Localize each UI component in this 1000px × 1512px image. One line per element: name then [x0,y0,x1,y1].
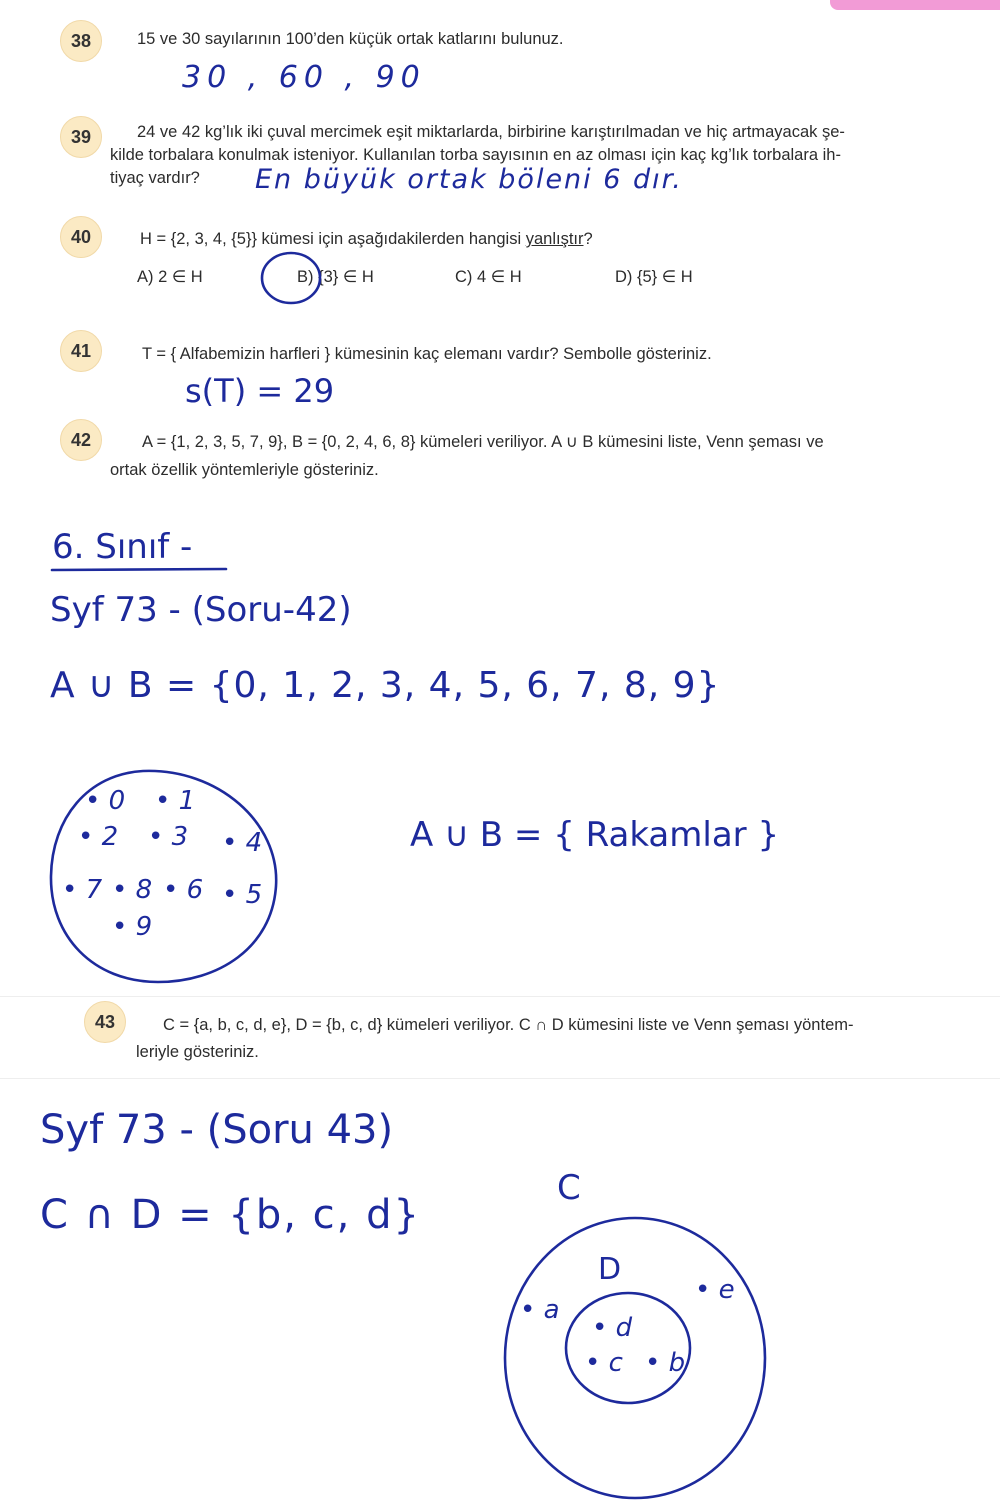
handwritten-heading-class: 6. Sınıf - [52,527,193,567]
option-a: A) 2 ∈ H [137,268,203,286]
question-40-stem: H = {2, 3, 4, {5}} kümesi için aşağıdakilerden hangisi [140,230,526,248]
venn-element-3: • 3 [148,822,189,852]
venn-element-9: • 9 [112,912,153,942]
venn-element-7: • 7 [62,875,103,905]
answer-41: s(T) = 29 [185,372,335,410]
question-number-40: 40 [60,216,102,258]
question-42-line2: ortak özellik yöntemleriyle gösteriniz. [110,461,379,479]
handwritten-heading-page-43: Syf 73 - (Soru 43) [40,1107,394,1153]
answer-39: En büyük ortak böleni 6 dır. [255,164,683,195]
venn-element-5: • 5 [222,880,263,910]
handwritten-heading-page-42: Syf 73 - (Soru-42) [50,590,352,630]
venn-element-1: • 1 [155,786,196,816]
page-seam [0,996,1000,997]
question-39-line2: kilde torbalara konulmak isteniyor. Kullanılan torba sayısının en az olması için kaç kg’lık torbalara ih- [110,146,841,164]
set-c-label: C [557,1168,581,1208]
element-d: • d [592,1313,633,1343]
question-43-line1: C = {a, b, c, d, e}, D = {b, c, d} kümeleri veriliyor. C ∩ D kümesini liste ve Venn şeması yöntem- [163,1016,854,1034]
answer-38: 30 , 60 , 90 [182,60,426,95]
intersection-list-answer: C ∩ D = {b, c, d} [40,1192,421,1238]
venn-element-8: • 8 [112,875,153,905]
question-number-39: 39 [60,116,102,158]
question-40-text [140,228,593,251]
page-corner-tab [830,0,1000,10]
venn-element-0: • 0 [85,786,126,816]
option-b-circle-mark [258,250,328,310]
option-d: D) {5} ∈ H [615,268,693,286]
page-seam-2 [0,1078,1000,1079]
question-43-line2: leriyle gösteriniz. [136,1043,259,1061]
question-38-text: 15 ve 30 sayılarının 100’den küçük ortak katlarını bulunuz. [137,30,564,48]
question-number-43: 43 [84,1001,126,1043]
question-number-41: 41 [60,330,102,372]
element-a: • a [520,1295,560,1325]
heading-underline [50,565,230,575]
question-39-line3: tiyaç vardır? [110,169,200,187]
question-41-text: T = { Alfabemizin harfleri } kümesinin kaç elemanı vardır? Sembolle gösteriniz. [142,345,712,363]
element-e: • e [695,1275,735,1305]
venn-element-4: • 4 [222,828,263,858]
question-42-line1: A = {1, 2, 3, 5, 7, 9}, B = {0, 2, 4, 6, 8} kümeleri veriliyor. A ∪ B kümesini liste, Venn şeması ve [142,433,824,451]
option-b: B) {3} ∈ H [297,268,374,286]
union-list-answer: A ∪ B = {0, 1, 2, 3, 4, 5, 6, 7, 8, 9} [50,665,721,706]
option-c: C) 4 ∈ H [455,268,522,286]
question-39-line1: 24 ve 42 kg’lık iki çuval mercimek eşit miktarlarda, birbirine karıştırılmadan ve hiç artmayacak şe- [137,123,845,141]
question-40-qmark: ? [583,230,593,248]
set-d-label: D [598,1252,622,1287]
element-c: • c [585,1348,623,1378]
element-b: • b [645,1348,686,1378]
venn-element-6: • 6 [163,875,204,905]
question-40-underlined: yanlıştır [525,230,584,248]
question-number-38: 38 [60,20,102,62]
union-property-answer: A ∪ B = { Rakamlar } [410,815,780,855]
question-number-42: 42 [60,419,102,461]
venn-element-2: • 2 [78,822,119,852]
